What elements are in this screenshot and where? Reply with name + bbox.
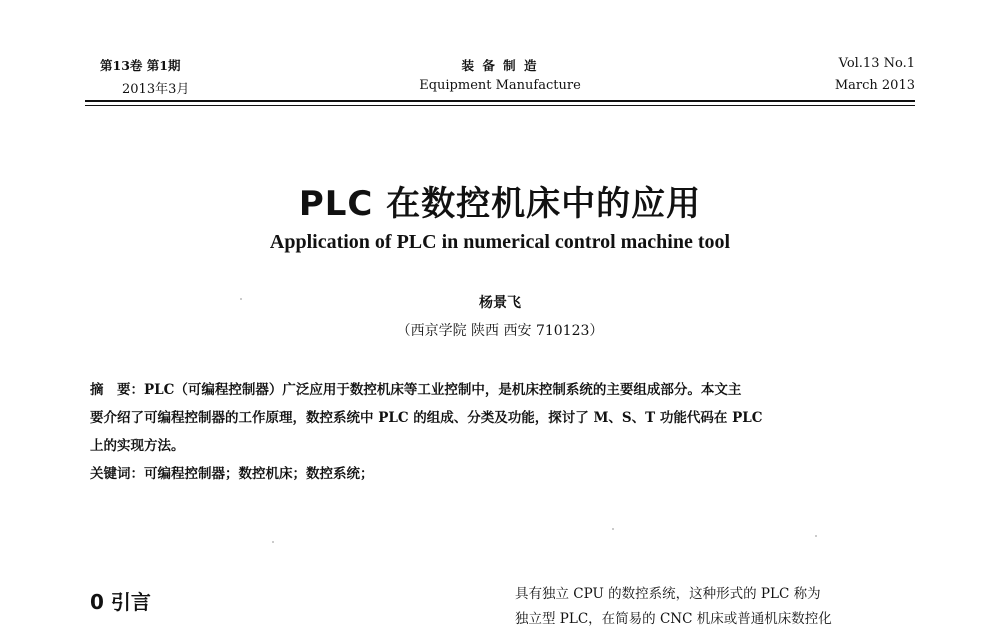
paper-title-en: Application of PLC in numerical control machine tool [269, 231, 731, 253]
publication-date-cn: 2013年3月 [122, 82, 190, 97]
journal-name-cn: 装 备 制 造 [461, 58, 539, 73]
volume-number-en: Vol.13 No.1 [838, 56, 915, 71]
affiliation: （西京学院 陕西 西安 710123） [396, 323, 604, 339]
abstract-line-1: 摘 要：PLC（可编程控制器）广泛应用于数控机床等工业控制中，是机床控制系统的主要组成部分。本文主 [90, 382, 742, 398]
volume-issue: 第13卷 第1期 [100, 58, 181, 73]
scan-speck [815, 535, 817, 537]
journal-name-en: Equipment Manufacture [419, 78, 581, 93]
header-rule-thick [85, 100, 915, 102]
publication-date-en: March 2013 [834, 78, 915, 93]
scan-speck [272, 541, 274, 543]
author: 杨景飞 [479, 295, 521, 311]
scan-speck [240, 298, 242, 300]
paper-title-cn: PLC 在数控机床中的应用 [298, 184, 702, 224]
header-rule-thin [85, 105, 915, 106]
body-line-2: 独立型 PLC，在简易的 CNC 机床或普通机床数控化 [515, 611, 832, 627]
abstract-line-3: 上的实现方法。 [90, 438, 185, 454]
scan-speck [612, 528, 614, 530]
section-heading-introduction: 0 引言 [90, 590, 151, 614]
body-line-1: 具有独立 CPU 的数控系统，这种形式的 PLC 称为 [515, 586, 821, 602]
abstract-line-2: 要介绍了可编程控制器的工作原理，数控系统中 PLC 的组成、分类及功能，探讨了 M、S、T 功能代码在 PLC [90, 410, 763, 426]
keywords: 关键词：可编程控制器；数控机床；数控系统； [90, 466, 374, 482]
